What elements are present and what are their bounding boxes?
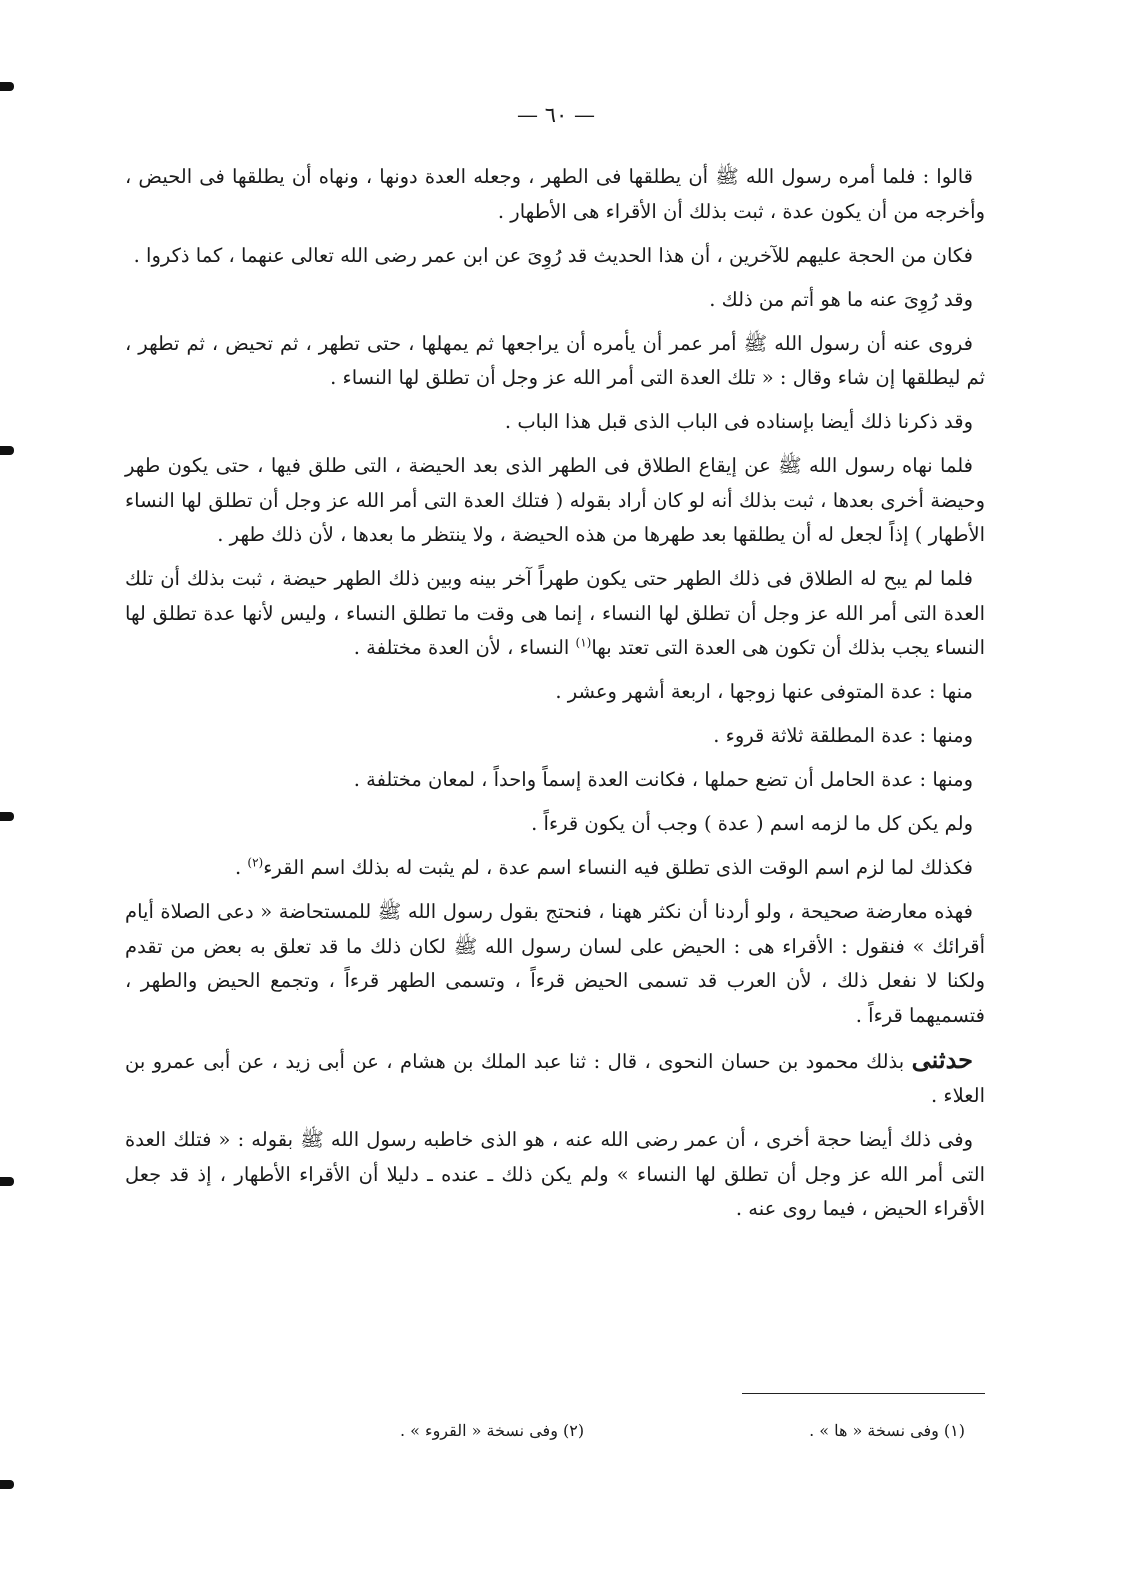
paragraph: ولم يكن كل ما لزمه اسم ( عدة ) وجب أن يكون قرءاً . — [531, 812, 973, 835]
paragraph: فكان من الحجة عليهم للآخرين ، أن هذا الحديث قد رُوِىَ عن ابن عمر رضى الله تعالى عنهما ، كما ذكروا . — [133, 243, 973, 267]
paragraph-with-footnote — [125, 562, 985, 666]
footnote-1: (١) وفى نسخة « ها » . — [809, 1421, 965, 1440]
paragraph: وقد ذكرنا ذلك أيضا بإسناده فى الباب الذى قبل هذا الباب . — [504, 410, 973, 433]
body-text — [125, 160, 985, 1236]
scan-edge-mark — [0, 1177, 14, 1186]
scan-edge-mark — [0, 82, 14, 91]
paragraph: وفى ذلك أيضا حجة أخرى ، أن عمر رضى الله عنه ، هو الذى خاطبه رسول الله ﷺ بقوله : « فتلك العدة التى أمر الله عز وجل أن تطلق لها النساء » ولم يكن ذلك ـ عنده ـ دليلا أن الأقراء الأطهار ، إذ قد جعل الأقراء الحيض ، فيما روى عنه . — [125, 1128, 985, 1220]
scan-edge-mark — [0, 446, 14, 455]
scan-edge-mark — [0, 1480, 14, 1489]
paragraph: قالوا : فلما أمره رسول الله ﷺ أن يطلقها فى الطهر ، وجعله العدة دونها ، ونهاه أن يطلقها فى الحيض ، وأخرجه من أن يكون عدة ، ثبت بذلك أن الأقراء هى الأطهار . — [125, 165, 985, 223]
paragraph: ومنها : عدة المطلقة ثلاثة قروء . — [713, 724, 973, 747]
paragraph-text: بذلك محمود بن حسان النحوى ، قال : ثنا عبد الملك بن هشام ، عن أبى زيد ، عن أبى عمرو بن العلاء . — [125, 1049, 985, 1107]
paragraph-text: فكذلك لما لزم اسم الوقت الذى تطلق فيه النساء اسم عدة ، لم يثبت له بذلك اسم القرء — [263, 856, 973, 879]
footnote-2: (٢) وفى نسخة « القروء » . — [400, 1421, 585, 1440]
paragraph-with-footnote — [125, 851, 985, 886]
chain-paragraph — [125, 1043, 985, 1114]
paragraph: ومنها : عدة الحامل أن تضع حملها ، فكانت العدة إسماً واحداً ، لمعان مختلفة . — [353, 768, 973, 791]
paragraph: منها : عدة المتوفى عنها زوجها ، اربعة أشهر وعشر . — [555, 680, 973, 703]
footnotes — [400, 1421, 965, 1440]
scan-edge-mark — [0, 812, 14, 821]
paragraph: فروى عنه أن رسول الله ﷺ أمر عمر أن يأمره أن يراجعها ثم يمهلها ، حتى تطهر ، ثم تحيض ، ثم تطهر ، ثم ليطلقها إن شاء وقال : « تلك العدة التى أمر الله عز وجل أن تطلق لها النساء . — [125, 331, 985, 389]
page-number: — ٦٠ — — [517, 103, 595, 127]
footnote-ref-2: (٢) — [247, 855, 264, 870]
paragraph: فهذه معارضة صحيحة ، ولو أردنا أن نكثر ههنا ، فنحتج بقول رسول الله ﷺ للمستحاضة « دعى الصلاة أيام أقرائك » فنقول : الأقراء هى : الحيض على لسان رسول الله ﷺ لكان ذلك ما قد تعلق به بعض من تقدم ولكنا لا نفعل ذلك ، لأن العرب قد تسمى الحيض قرءاً ، وتسمى الطهر قرءاً ، وتجمع الحيض والطهر ، فتسميهما قرءاً . — [125, 900, 985, 1027]
paragraph: فلما نهاه رسول الله ﷺ عن إيقاع الطلاق فى الطهر الذى بعد الحيضة ، التى طلق فيها ، حتى يكون طهر وحيضة أخرى بعدها ، ثبت بذلك أنه لو كان أراد بقوله ( فتلك العدة التى أمر الله عز وجل أن تطلق لها النساء الأطهار ) إذاً لجعل له أن يطلقها بعد طهرها من هذه الحيضة ، ولا ينتظر ما بعدها ، لأن ذلك طهر . — [125, 454, 985, 546]
paragraph-text: فلما لم يبح له الطلاق فى ذلك الطهر حتى يكون طهراً آخر بينه وبين ذلك الطهر حيضة ، ثبت بذلك أن تلك العدة التى أمر الله عز وجل أن تطلق لها النساء ، إنما هى وقت ما تطلق النساء ، وليس لأنها عدة تطلق لها النساء يجب بذلك أن تكون هى العدة التى تعتد بها — [125, 567, 985, 659]
footnote-ref-1: (١) — [575, 635, 592, 650]
footnote-separator — [742, 1393, 985, 1394]
paragraph-tail: النساء ، لأن العدة مختلفة . — [353, 636, 576, 659]
paragraph: وقد رُوِىَ عنه ما هو أتم من ذلك . — [709, 287, 973, 311]
paragraph-tail: . — [235, 856, 248, 879]
hadathani-heading: حدثنى — [911, 1044, 974, 1074]
